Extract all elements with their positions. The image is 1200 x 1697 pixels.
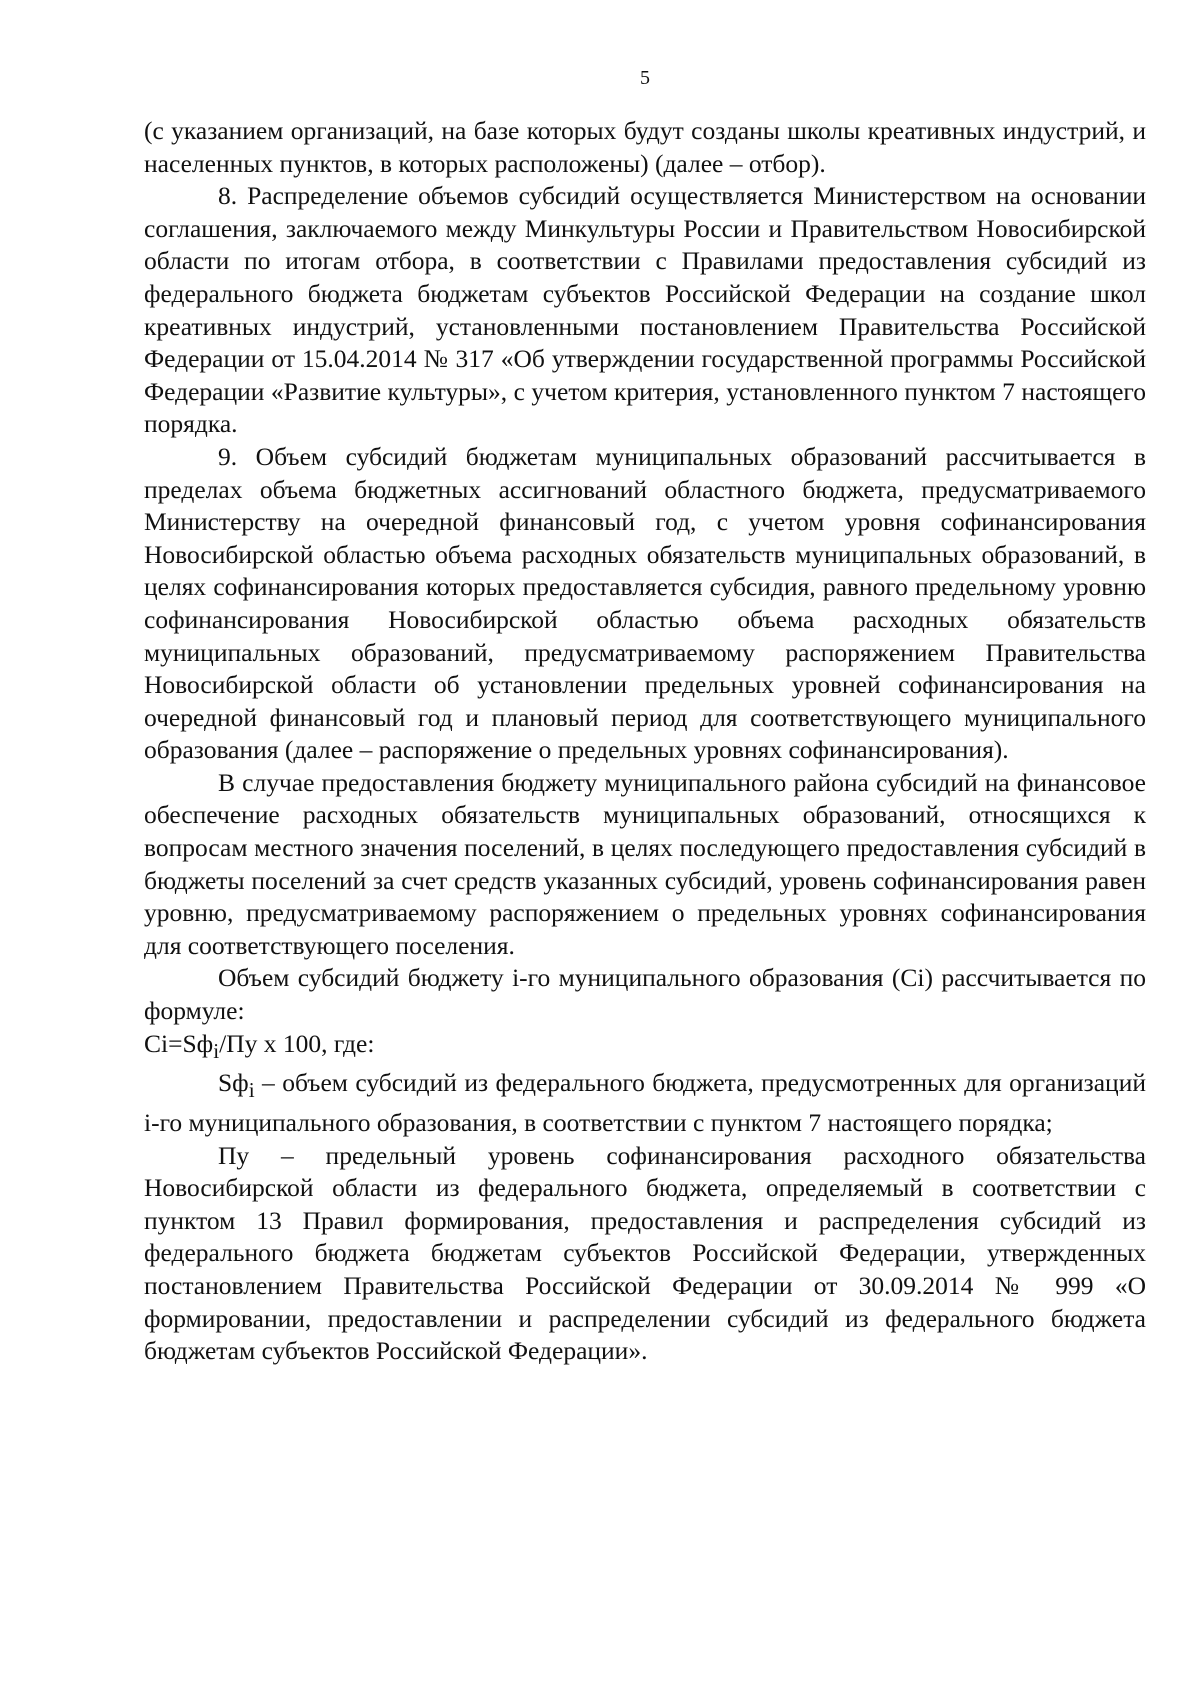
- definition-sfi-text: – объем субсидий из федерального бюджета, предусмотренных для организаций i-го муниципального образования, в соответствии с пунктом 7 настоящего порядка;: [144, 1068, 1146, 1137]
- formula-subscript: i: [213, 1038, 220, 1063]
- definition-pu-symbol: Пу: [218, 1140, 250, 1170]
- definition-sfi-subscript: i: [248, 1078, 255, 1103]
- subsidy-formula: [144, 1028, 1146, 1068]
- formula-prefix: Ci=Sф: [144, 1028, 214, 1058]
- formula-suffix: /Пу х 100, где:: [219, 1028, 375, 1058]
- paragraph-formula-intro: Объем субсидий бюджету i-го муниципального образования (Ci) рассчитывается по формуле:: [144, 963, 1146, 1026]
- paragraph-selection-continuation: (с указанием организаций, на базе которых будут созданы школы креативных индустрий, и населенных пунктов, в которых расположены) (далее – отбор).: [144, 116, 1146, 178]
- paragraph-municipal-district-case: В случае предоставления бюджету муниципального района субсидий на финансовое обеспечение расходных обязательств муниципальных образований, относящихся к вопросам местного значения поселений, в целях последующего предоставления субсидий в бюджеты поселений за счет средств указанных субсидий, уровень софинансирования равен уровню, предусматриваемому распоряжением о предельных уровнях софинансирования для соответствующего поселения.: [144, 767, 1146, 960]
- definition-pu-text: – предельный уровень софинансирования расходного обязательства Новосибирской области из федерального бюджета, определяемый в соответствии с пунктом 13 Правил формирования, предоставления и распределения субсидий из федерального бюджета бюджетам субъектов Российской Федерации, утвержденных постановлением Правительства Российской Федерации от 30.09.2014 № 999 «О формировании, предоставлении и распределении субсидий из федерального бюджета бюджетам субъектов Российской Федерации».: [144, 1140, 1146, 1366]
- document-body: [144, 115, 1146, 1368]
- definition-pu: [144, 1140, 1146, 1368]
- paragraph-8-distribution: 8. Распределение объемов субсидий осуществляется Министерством на основании соглашения, заключаемого между Минкультуры России и Правительством Новосибирской области по итогам отбора, в соответствии с Правилами предоставления субсидий из федерального бюджета бюджетам субъектов Российской Федерации на создание школ креативных индустрий, установленными постановлением Правительства Российской Федерации от 15.04.2014 № 317 «Об утверждении государственной программы Российской Федерации «Развитие культуры», с учетом критерия, установленного пунктом 7 настоящего порядка.: [144, 181, 1146, 439]
- definition-sfi: [144, 1067, 1146, 1139]
- paragraph-9-subsidy-volume: 9. Объем субсидий бюджетам муниципальных образований рассчитывается в пределах объема бюджетных ассигнований областного бюджета, предусматриваемого Министерству на очередной финансовый год, с учетом уровня софинансирования Новосибирской областью объема расходных обязательств муниципальных образований, в целях софинансирования которых предоставляется субсидия, равного предельному уровню софинансирования Новосибирской областью объема расходных обязательств муниципальных образований, предусматриваемому распоряжением Правительства Новосибирской области об установлении предельных уровней софинансирования на очередной финансовый год и плановый период для соответствующего муниципального образования (далее – распоряжение о предельных уровнях софинансирования).: [144, 441, 1146, 765]
- definition-sfi-symbol: Sф: [218, 1068, 249, 1098]
- page-number: 5: [640, 67, 650, 89]
